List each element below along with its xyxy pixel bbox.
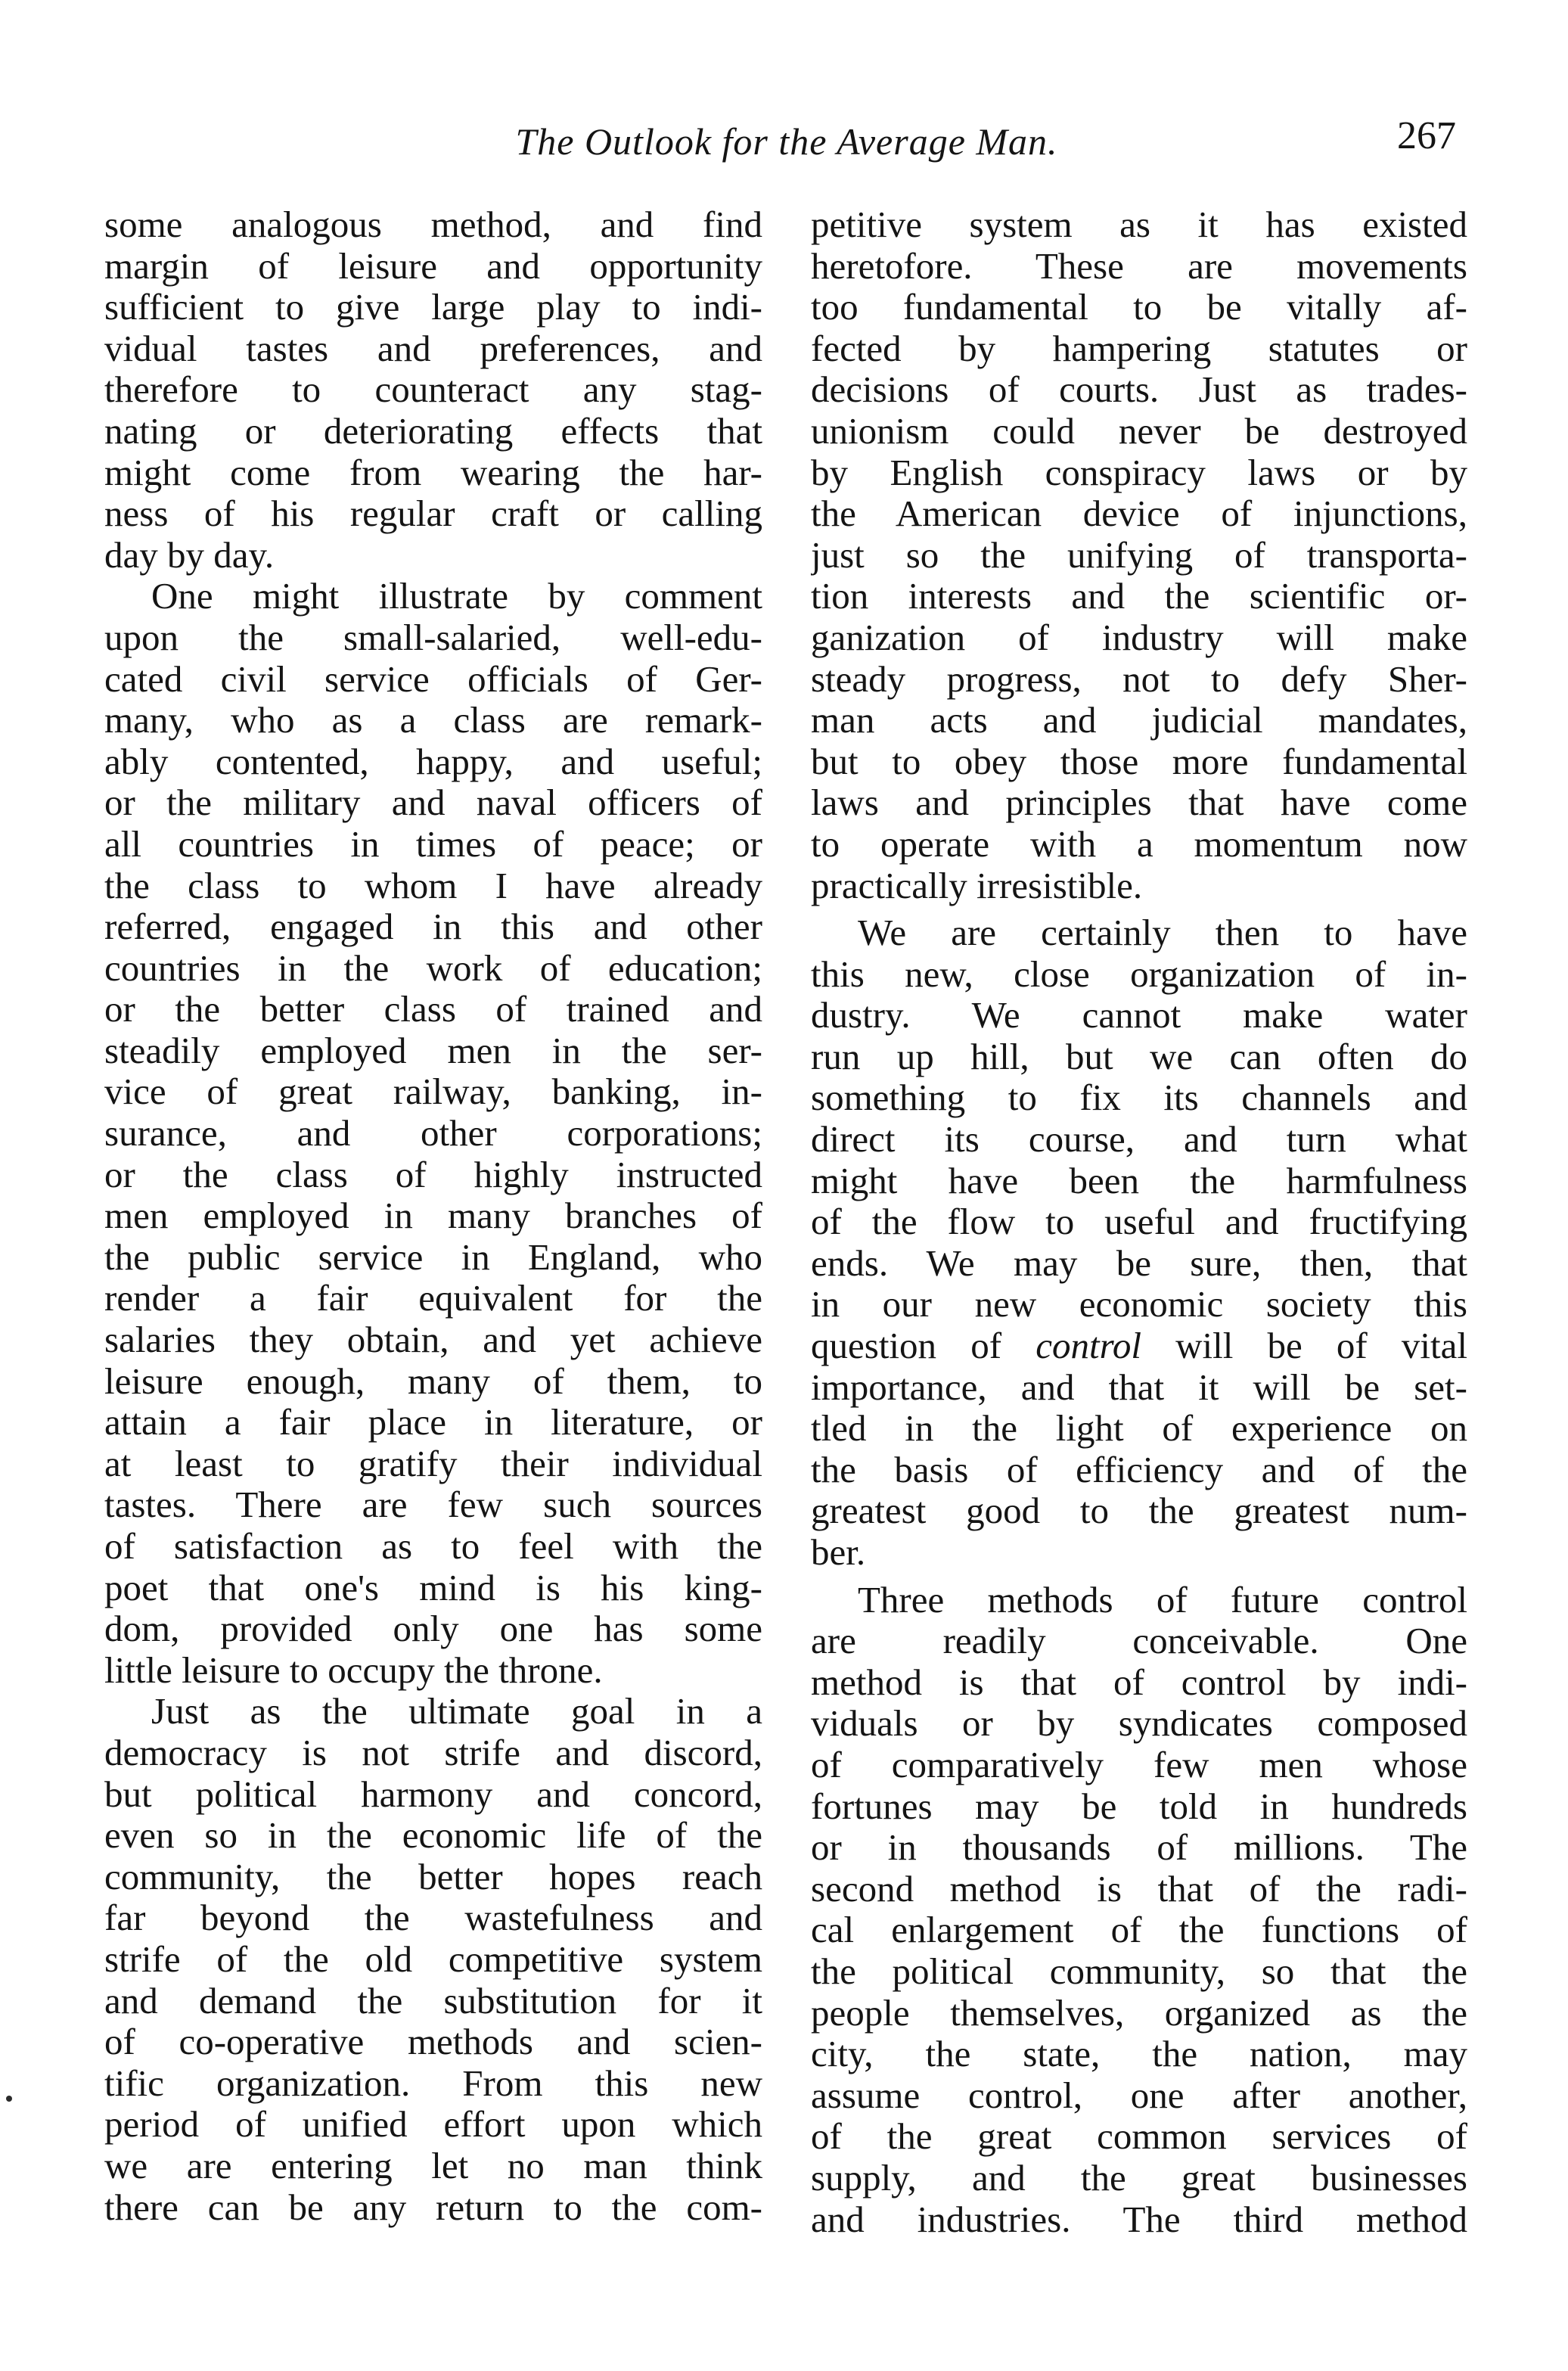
text-line: or the class of highly instructed bbox=[104, 1154, 762, 1195]
text-line: direct its course, and turn what bbox=[811, 1119, 1467, 1161]
text-line: of the flow to useful and fructifying bbox=[811, 1201, 1467, 1243]
text-line: laws and principles that have come bbox=[811, 782, 1467, 824]
text-line: city, the state, the nation, may bbox=[811, 2034, 1467, 2075]
text-line: the basis of efficiency and of the bbox=[811, 1449, 1467, 1490]
text-line: vice of great railway, banking, in- bbox=[104, 1071, 762, 1113]
text-line: run up hill, but we can often do bbox=[811, 1036, 1467, 1077]
text-line: attain a fair place in literature, or bbox=[104, 1402, 762, 1443]
text-line: fected by hampering statutes or bbox=[811, 328, 1467, 369]
text-line: greatest good to the greatest num- bbox=[811, 1490, 1467, 1532]
text-line: but political harmony and concord, bbox=[104, 1773, 762, 1815]
text-line: sufficient to give large play to indi- bbox=[104, 287, 762, 328]
print-speck bbox=[6, 2096, 12, 2102]
left-column bbox=[104, 204, 762, 2228]
text-line: of satisfaction as to feel with the bbox=[104, 1526, 762, 1567]
text-line: referred, engaged in this and other bbox=[104, 906, 762, 948]
running-title: The Outlook for the Average Man. bbox=[515, 120, 1058, 163]
text-line: fortunes may be told in hundreds bbox=[811, 1785, 1467, 1827]
text-line: people themselves, organized as the bbox=[811, 1992, 1467, 2034]
text-line: viduals or by syndicates composed bbox=[811, 1703, 1467, 1745]
text-line: there can be any return to the com- bbox=[104, 2186, 762, 2228]
text-line: far beyond the wastefulness and bbox=[104, 1897, 762, 1939]
paragraph-start: We are certainly then to have bbox=[858, 912, 1467, 954]
text-line: method is that of control by indi- bbox=[811, 1661, 1467, 1703]
text-line: supply, and the great businesses bbox=[811, 2157, 1467, 2199]
text-line: margin of leisure and opportunity bbox=[104, 245, 762, 287]
text-line: all countries in times of peace; or bbox=[104, 823, 762, 865]
text-line: and demand the substitution for it bbox=[104, 1980, 762, 2021]
text-line: ness of his regular craft or calling bbox=[104, 493, 762, 535]
page-number: 267 bbox=[1397, 114, 1456, 157]
text-line: therefore to counteract any stag- bbox=[104, 369, 762, 411]
text-line: salaries they obtain, and yet achieve bbox=[104, 1319, 762, 1361]
paragraph-gap bbox=[811, 906, 1467, 912]
text-line: or in thousands of millions. The bbox=[811, 1827, 1467, 1869]
text-line: practically irresistible. bbox=[811, 865, 1143, 906]
text-line: but to obey those more fundamental bbox=[811, 741, 1467, 782]
paragraph-start: One might illustrate by comment bbox=[151, 576, 762, 617]
text-line: steady progress, not to defy Sher- bbox=[811, 658, 1467, 700]
text-line: the political community, so that the bbox=[811, 1950, 1467, 1992]
text-line: we are entering let no man think bbox=[104, 2145, 762, 2186]
text-line: unionism could never be destroyed bbox=[811, 410, 1467, 452]
text-line: poet that one's mind is his king- bbox=[104, 1567, 762, 1608]
text-line: the American device of injunctions, bbox=[811, 493, 1467, 535]
paragraph-gap bbox=[811, 1574, 1467, 1580]
text-line: just so the unifying of transporta- bbox=[811, 534, 1467, 576]
text-line: petitive system as it has existed bbox=[811, 204, 1467, 245]
text-line: this new, close organization of in- bbox=[811, 953, 1467, 995]
text-line: in our new economic society this bbox=[811, 1284, 1467, 1325]
text-line: the class to whom I have already bbox=[104, 865, 762, 906]
text-line: dustry. We cannot make water bbox=[811, 995, 1467, 1036]
text-line: tion interests and the scientific or- bbox=[811, 576, 1467, 617]
text-line-with-italic bbox=[811, 1325, 1467, 1367]
text-line: the public service in England, who bbox=[104, 1236, 762, 1278]
text-line: cated civil service officials of Ger- bbox=[104, 658, 762, 700]
text-line: dom, provided only one has some bbox=[104, 1608, 762, 1650]
text-line: of co-operative methods and scien- bbox=[104, 2021, 762, 2063]
text-line: vidual tastes and preferences, and bbox=[104, 328, 762, 369]
text-line: some analogous method, and find bbox=[104, 204, 762, 245]
italic-word: control bbox=[1036, 1325, 1141, 1367]
text-line: too fundamental to be vitally af- bbox=[811, 287, 1467, 328]
text-line: day by day. bbox=[104, 534, 275, 576]
text-line: democracy is not strife and discord, bbox=[104, 1732, 762, 1773]
text-line: assume control, one after another, bbox=[811, 2074, 1467, 2116]
text-line: decisions of courts. Just as trades- bbox=[811, 369, 1467, 411]
text-line: something to fix its channels and bbox=[811, 1077, 1467, 1119]
text-line: leisure enough, many of them, to bbox=[104, 1360, 762, 1402]
paragraph-start: Three methods of future control bbox=[858, 1579, 1467, 1621]
text-line: heretofore. These are movements bbox=[811, 245, 1467, 287]
text-line: cal enlargement of the functions of bbox=[811, 1910, 1467, 1951]
text-line: strife of the old competitive system bbox=[104, 1938, 762, 1980]
text-line: period of unified effort upon which bbox=[104, 2104, 762, 2146]
text-line: nating or deteriorating effects that bbox=[104, 410, 762, 452]
paragraph-start: Just as the ultimate goal in a bbox=[151, 1691, 762, 1732]
text-line: community, the better hopes reach bbox=[104, 1856, 762, 1897]
text-segment: will be of vital bbox=[1175, 1325, 1467, 1367]
text-line: importance, and that it will be set- bbox=[811, 1366, 1467, 1408]
text-line: might come from wearing the har- bbox=[104, 452, 762, 493]
text-line: or the better class of trained and bbox=[104, 989, 762, 1030]
text-line: to operate with a momentum now bbox=[811, 823, 1467, 865]
text-line: little leisure to occupy the throne. bbox=[104, 1649, 603, 1691]
right-column bbox=[811, 204, 1467, 2240]
text-segment: question of bbox=[811, 1325, 1002, 1367]
text-line: second method is that of the radi- bbox=[811, 1868, 1467, 1910]
text-line: might have been the harmfulness bbox=[811, 1160, 1467, 1201]
text-line: man acts and judicial mandates, bbox=[811, 700, 1467, 741]
text-line: ably contented, happy, and useful; bbox=[104, 741, 762, 782]
text-line: countries in the work of education; bbox=[104, 947, 762, 989]
text-line: even so in the economic life of the bbox=[104, 1815, 762, 1857]
text-line: men employed in many branches of bbox=[104, 1195, 762, 1237]
text-line: tastes. There are few such sources bbox=[104, 1484, 762, 1526]
text-line: are readily conceivable. One bbox=[811, 1621, 1467, 1662]
text-line: or the military and naval officers of bbox=[104, 782, 762, 824]
text-line: upon the small-salaried, well-edu- bbox=[104, 617, 762, 658]
text-line: ber. bbox=[811, 1532, 866, 1573]
text-line: steadily employed men in the ser- bbox=[104, 1030, 762, 1071]
text-line: tific organization. From this new bbox=[104, 2062, 762, 2104]
text-line: many, who as a class are remark- bbox=[104, 700, 762, 741]
text-line: render a fair equivalent for the bbox=[104, 1278, 762, 1319]
text-line: of the great common services of bbox=[811, 2116, 1467, 2158]
text-line: ends. We may be sure, then, that bbox=[811, 1242, 1467, 1284]
text-line: at least to gratify their individual bbox=[104, 1443, 762, 1484]
text-line: by English conspiracy laws or by bbox=[811, 452, 1467, 493]
text-line: tled in the light of experience on bbox=[811, 1408, 1467, 1450]
text-line: surance, and other corporations; bbox=[104, 1113, 762, 1154]
text-line: of comparatively few men whose bbox=[811, 1744, 1467, 1785]
text-line: ganization of industry will make bbox=[811, 617, 1467, 658]
text-line: and industries. The third method bbox=[811, 2199, 1467, 2240]
